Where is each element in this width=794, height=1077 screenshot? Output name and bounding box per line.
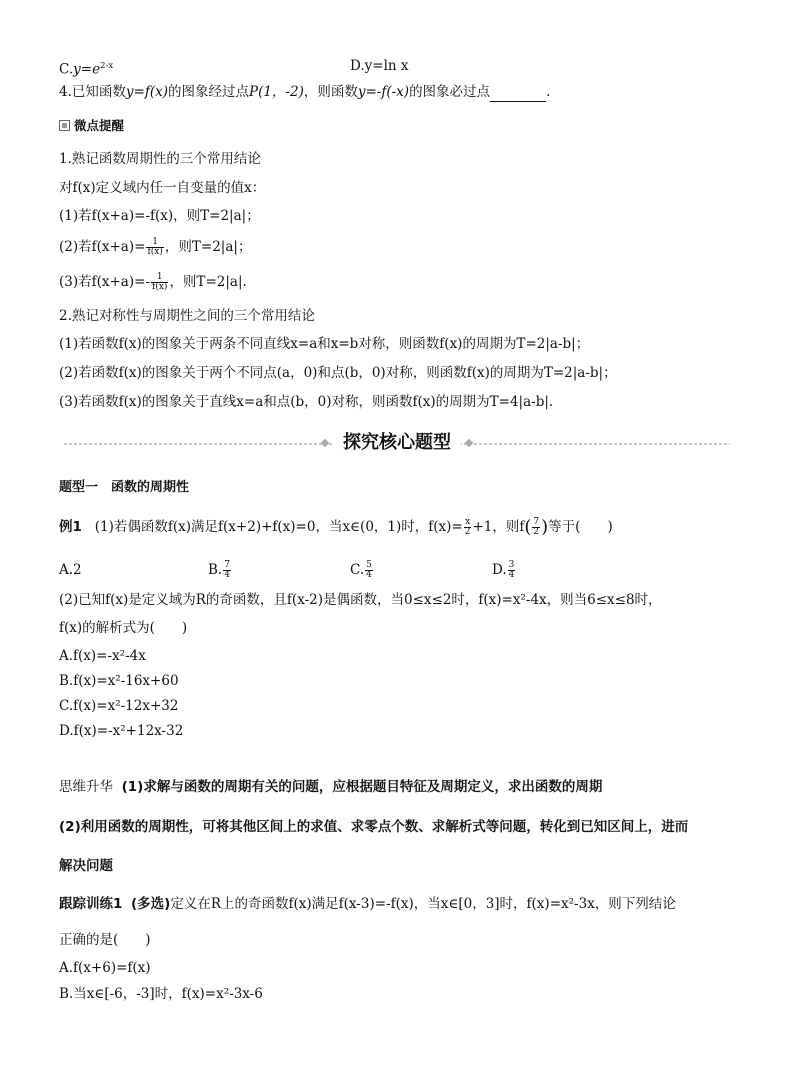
practice-option-b: B.当x∈[-6，-3]时，f(x)=x²-3x-6 (59, 986, 263, 1002)
banner-title: 探究核心题型 (333, 430, 461, 456)
practice-text: 定义在R上的奇函数f(x)满足f(x-3)=-f(x)，当x∈[0，3]时，f(x)=x²-3x，则下列结论 (170, 896, 676, 912)
q4-end: . (546, 84, 551, 100)
tip1-item3 (59, 272, 247, 292)
tip-icon (59, 120, 70, 131)
option-letter: B. (208, 562, 223, 578)
ex1-p2-option-a: A.f(x)=-x²-4x (59, 648, 146, 664)
tip2-title: 2.熟记对称性与周期性之间的三个常用结论 (59, 308, 315, 324)
ex1-option-a: A.2 (59, 562, 82, 578)
q3-option-c (59, 56, 113, 80)
example1-part2-line2: f(x)的解析式为( ) (59, 620, 188, 636)
tip1-item2 (59, 237, 251, 257)
insight-label: 思维升华 (59, 779, 113, 795)
numerator: 3 (508, 560, 515, 570)
fraction (151, 273, 168, 292)
q4-point: P(1，-2) (248, 84, 304, 100)
practice-option-a: A.f(x+6)=f(x) (59, 960, 151, 976)
fraction (508, 561, 516, 580)
formula-text: (2)若f(x+a)= (59, 239, 146, 255)
formula-text: ，则T=2|a|. (169, 274, 247, 290)
fraction (532, 518, 540, 537)
type1-heading: 题型一 函数的周期性 (59, 480, 190, 495)
formula-text: ，则T=2|a|； (164, 239, 252, 255)
answer-blank (490, 87, 546, 102)
denominator: 4 (508, 570, 515, 580)
practice-label: 跟踪训练1 (59, 896, 123, 912)
problem-text: (1)若偶函数f(x)满足f(x+2)+f(x)=0，当x∈(0，1)时，f(x)= (94, 519, 463, 535)
numerator: 5 (366, 560, 372, 570)
denominator: f(x) (147, 247, 163, 257)
numerator: 7 (533, 517, 540, 527)
exponent: 2-x (100, 61, 114, 71)
option-expr: y=e (73, 61, 101, 78)
example1-part2-line1: (2)已知f(x)是定义域为R的奇函数，且f(x-2)是偶函数，当0≤x≤2时，f(x)=x²-4x，则当6≤x≤8时， (59, 592, 662, 608)
tip1-intro: 对f(x)定义域内任一自变量的值x： (59, 180, 266, 196)
ex1-p2-option-b: B.f(x)=x²-16x+60 (59, 673, 179, 689)
ex1-option-b (208, 560, 232, 580)
section-banner (64, 430, 730, 458)
tip1-item1: (1)若f(x+a)=-f(x)，则T=2|a|； (59, 208, 260, 224)
q3-option-d: D.y=ln x (350, 58, 409, 74)
insight-line1 (59, 777, 602, 797)
denominator: 4 (224, 570, 230, 580)
denominator: 2 (533, 527, 540, 537)
paren: ) (541, 516, 549, 538)
formula-text: (3)若f(x+a)=- (59, 274, 150, 290)
problem-text: 等于( ) (548, 519, 613, 535)
insight-text: (1)求解与函数的周期有关的问题，应根据题目特征及周期定义，求出函数的周期 (121, 779, 603, 795)
tip-heading-text: 微点提醒 (74, 118, 125, 133)
example1-part1 (59, 517, 613, 537)
option-letter: C. (350, 562, 365, 578)
denominator: f(x) (152, 282, 168, 292)
numerator: 1 (146, 238, 163, 248)
denominator: 4 (366, 570, 372, 580)
option-letter: C. (59, 61, 74, 78)
numerator: 7 (224, 560, 230, 570)
q4-text: 4.已知函数 (59, 84, 126, 100)
tip2-item1: (1)若函数f(x)的图象关于两条不同直线x=a和x=b对称，则函数f(x)的周期为T=2|a-b|； (59, 336, 590, 352)
insight-line2: (2)利用函数的周期性，可将其他区间上的求值、求零点个数、求解析式等问题，转化到已知区间上，进而 (59, 819, 689, 835)
denominator: 2 (464, 527, 471, 537)
numerator: x (465, 517, 471, 527)
banner-ornament (465, 439, 473, 447)
example-label: 例1 (59, 519, 82, 535)
banner-ornament (321, 439, 329, 447)
practice-line1 (59, 894, 676, 914)
q4-func: y=-f(-x) (357, 84, 410, 100)
fraction (223, 561, 231, 580)
question-4 (59, 82, 550, 102)
q4-text: ，则函数 (303, 84, 358, 100)
fraction (146, 238, 163, 257)
q4-text: 的图象必过点 (409, 84, 491, 100)
multi-select-tag: (多选) (131, 896, 171, 912)
fraction (365, 561, 373, 580)
numerator: 1 (151, 273, 168, 283)
tip-heading (59, 116, 124, 136)
fraction (464, 518, 472, 537)
ex1-p2-option-c: C.f(x)=x²-12x+32 (59, 698, 179, 714)
practice-line2: 正确的是( ) (59, 932, 151, 948)
paren: ( (524, 516, 532, 538)
ex1-option-d (492, 560, 516, 580)
q4-func: y=f(x) (125, 84, 168, 100)
ex1-option-c (350, 560, 374, 580)
problem-text: +1，则f (472, 519, 525, 535)
tip2-item2: (2)若函数f(x)的图象关于两个不同点(a，0)和点(b，0)对称，则函数f(x)的周期为T=2|a-b|； (59, 365, 617, 381)
option-letter: D. (492, 562, 507, 578)
q4-text: 的图象经过点 (167, 84, 249, 100)
insight-line3: 解决问题 (59, 858, 113, 874)
tip1-title: 1.熟记函数周期性的三个常用结论 (59, 151, 261, 167)
ex1-p2-option-d: D.f(x)=-x²+12x-32 (59, 723, 184, 739)
tip2-item3: (3)若函数f(x)的图象关于直线x=a和点(b，0)对称，则函数f(x)的周期为T=4|a-b|. (59, 394, 554, 410)
